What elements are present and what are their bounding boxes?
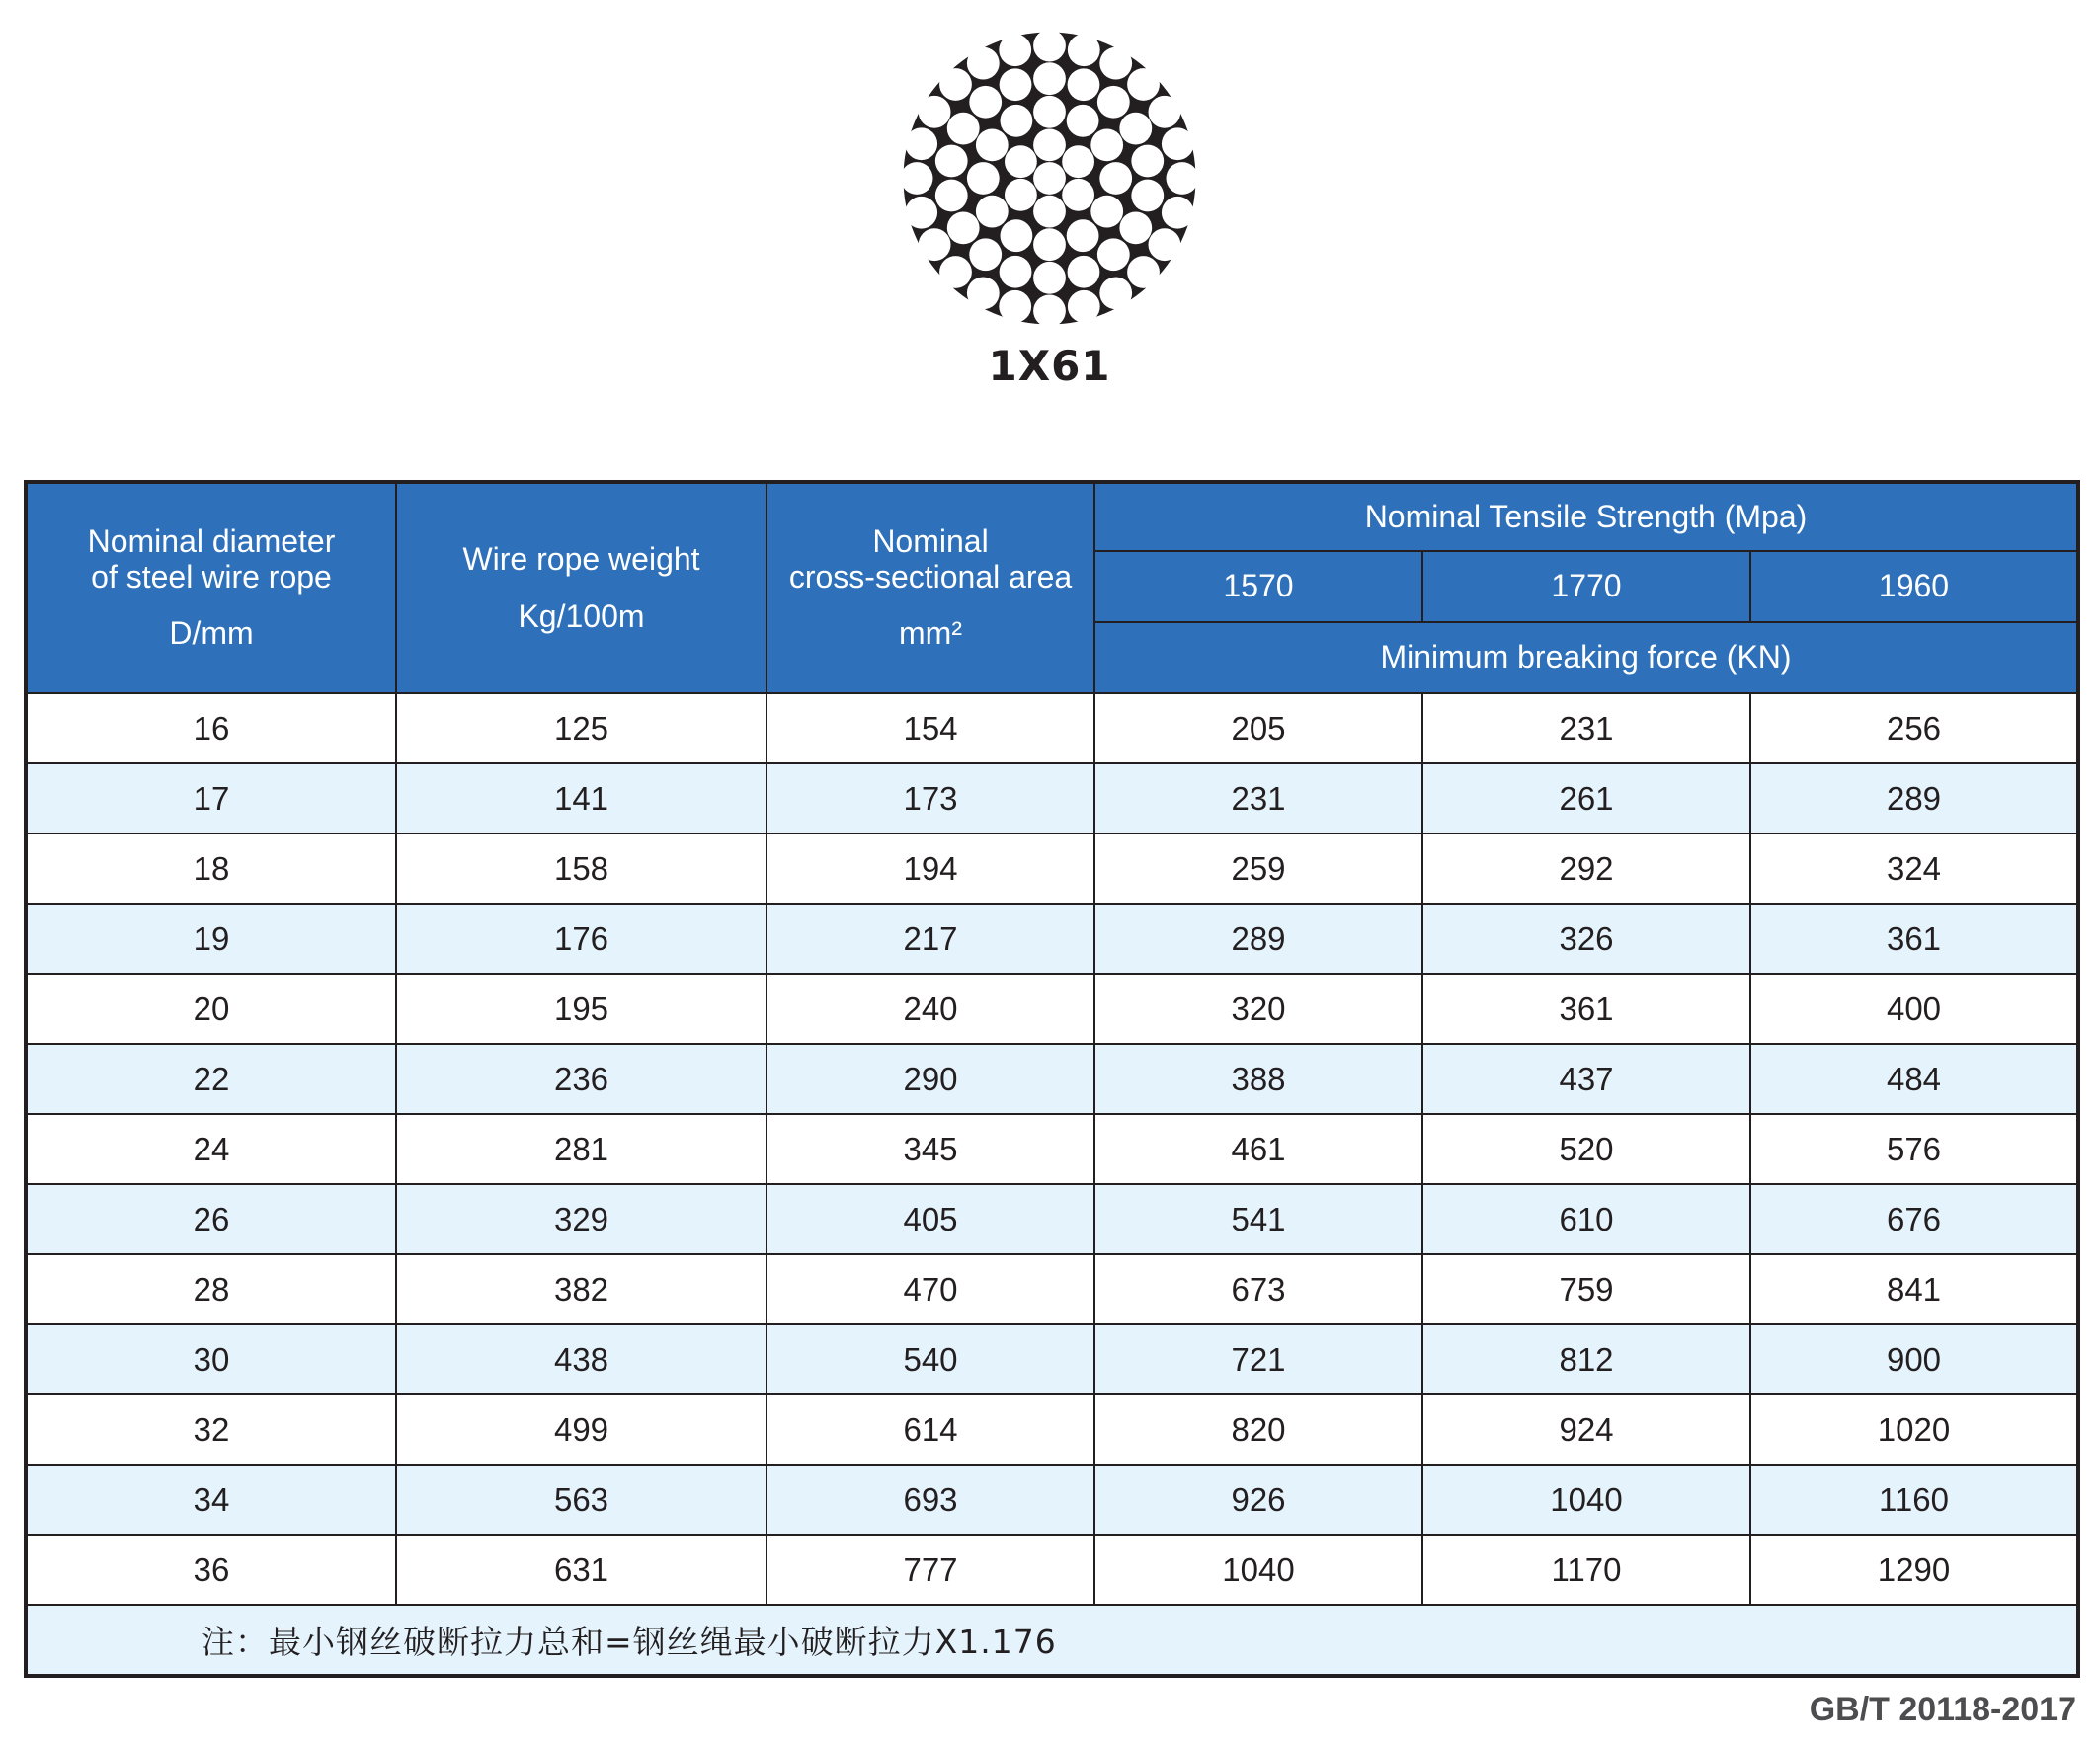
standard-code: GB/T 20118-2017 (1809, 1691, 2076, 1728)
table-cell: 721 (1094, 1324, 1422, 1394)
table-cell: 36 (26, 1535, 396, 1605)
table-cell: 470 (767, 1254, 1094, 1324)
table-cell: 125 (396, 693, 767, 763)
table-cell: 1020 (1750, 1394, 2078, 1465)
table-cell: 576 (1750, 1114, 2078, 1184)
table-cell: 484 (1750, 1044, 2078, 1114)
table-cell: 520 (1422, 1114, 1750, 1184)
table-row (26, 974, 2078, 1044)
table-cell: 26 (26, 1184, 396, 1254)
table-row (26, 1324, 2078, 1394)
header-breaking-force: Minimum breaking force (KN) (1094, 622, 2078, 693)
table-cell: 176 (396, 904, 767, 974)
table-cell: 30 (26, 1324, 396, 1394)
table-cell: 673 (1094, 1254, 1422, 1324)
table-note: 注：最小钢丝破断拉力总和=钢丝绳最小破断拉力X1.176 (26, 1605, 2078, 1676)
table-cell: 461 (1094, 1114, 1422, 1184)
table-cell: 1040 (1094, 1535, 1422, 1605)
table-cell: 259 (1094, 834, 1422, 904)
header-diameter-line1: Nominal diameter (87, 522, 336, 559)
table-cell: 289 (1094, 904, 1422, 974)
table-row (26, 834, 2078, 904)
table-row (26, 1184, 2078, 1254)
table-cell: 281 (396, 1114, 767, 1184)
header-weight-line1: Wire rope weight (462, 540, 700, 577)
table-cell: 610 (1422, 1184, 1750, 1254)
table-cell: 326 (1422, 904, 1750, 974)
table-cell: 1160 (1750, 1465, 2078, 1535)
wire-rope-cross-section-icon (899, 28, 1200, 329)
table-cell: 438 (396, 1324, 767, 1394)
table-cell: 541 (1094, 1184, 1422, 1254)
header-weight (396, 482, 767, 693)
table-cell: 437 (1422, 1044, 1750, 1114)
table-cell: 22 (26, 1044, 396, 1114)
table-cell: 820 (1094, 1394, 1422, 1465)
table-cell: 759 (1422, 1254, 1750, 1324)
header-grade-1960: 1960 (1750, 551, 2078, 622)
table-cell: 777 (767, 1535, 1094, 1605)
table-row (26, 1535, 2078, 1605)
table-cell: 240 (767, 974, 1094, 1044)
table-cell: 32 (26, 1394, 396, 1465)
table-cell: 290 (767, 1044, 1094, 1114)
table-cell: 17 (26, 763, 396, 834)
table-cell: 388 (1094, 1044, 1422, 1114)
table-cell: 924 (1422, 1394, 1750, 1465)
table-cell: 19 (26, 904, 396, 974)
header-diameter (26, 482, 396, 693)
table-cell: 841 (1750, 1254, 2078, 1324)
table-row (26, 1114, 2078, 1184)
header-diameter-unit: D/mm (169, 615, 254, 652)
table-cell: 329 (396, 1184, 767, 1254)
table-cell: 382 (396, 1254, 767, 1324)
table-cell: 292 (1422, 834, 1750, 904)
table-cell: 236 (396, 1044, 767, 1114)
table-cell: 614 (767, 1394, 1094, 1465)
table-cell: 154 (767, 693, 1094, 763)
table-cell: 231 (1094, 763, 1422, 834)
table-row (26, 763, 2078, 834)
table-cell: 1290 (1750, 1535, 2078, 1605)
header-grade-1770: 1770 (1422, 551, 1750, 622)
table-row (26, 904, 2078, 974)
table-cell: 693 (767, 1465, 1094, 1535)
table-cell: 158 (396, 834, 767, 904)
table-cell: 900 (1750, 1324, 2078, 1394)
table-row (26, 1254, 2078, 1324)
table-cell: 540 (767, 1324, 1094, 1394)
header-tensile-title: Nominal Tensile Strength (Mpa) (1094, 482, 2078, 551)
header-diameter-line2: of steel wire rope (91, 558, 332, 595)
table-cell: 320 (1094, 974, 1422, 1044)
table-cell: 261 (1422, 763, 1750, 834)
table-cell: 195 (396, 974, 767, 1044)
table-cell: 926 (1094, 1465, 1422, 1535)
table-cell: 1170 (1422, 1535, 1750, 1605)
table-cell: 499 (396, 1394, 767, 1465)
table-cell: 34 (26, 1465, 396, 1535)
wire-rope-spec-table (24, 480, 2080, 1678)
table-cell: 676 (1750, 1184, 2078, 1254)
table-cell: 812 (1422, 1324, 1750, 1394)
table-cell: 24 (26, 1114, 396, 1184)
table-row (26, 1394, 2078, 1465)
table-cell: 563 (396, 1465, 767, 1535)
table-cell: 28 (26, 1254, 396, 1324)
table-cell: 345 (767, 1114, 1094, 1184)
table-cell: 631 (396, 1535, 767, 1605)
table-cell: 361 (1422, 974, 1750, 1044)
header-area-line1: Nominal (872, 522, 989, 559)
table-cell: 194 (767, 834, 1094, 904)
header-area (767, 482, 1094, 693)
table-cell: 16 (26, 693, 396, 763)
rope-construction-label: 1X61 (988, 342, 1111, 390)
header-area-line2: cross-sectional area (788, 558, 1073, 595)
table-cell: 217 (767, 904, 1094, 974)
header-weight-unit: Kg/100m (518, 597, 645, 634)
table-cell: 18 (26, 834, 396, 904)
table-cell: 231 (1422, 693, 1750, 763)
table-row (26, 1044, 2078, 1114)
table-cell: 324 (1750, 834, 2078, 904)
header-area-unit: mm² (899, 615, 962, 652)
table-cell: 256 (1750, 693, 2078, 763)
table-row (26, 693, 2078, 763)
table-cell: 400 (1750, 974, 2078, 1044)
table-cell: 173 (767, 763, 1094, 834)
table-cell: 20 (26, 974, 396, 1044)
table-cell: 205 (1094, 693, 1422, 763)
table-cell: 361 (1750, 904, 2078, 974)
table-cell: 141 (396, 763, 767, 834)
table-row (26, 1465, 2078, 1535)
table-cell: 289 (1750, 763, 2078, 834)
table-cell: 405 (767, 1184, 1094, 1254)
header-grade-1570: 1570 (1094, 551, 1422, 622)
table-cell: 1040 (1422, 1465, 1750, 1535)
